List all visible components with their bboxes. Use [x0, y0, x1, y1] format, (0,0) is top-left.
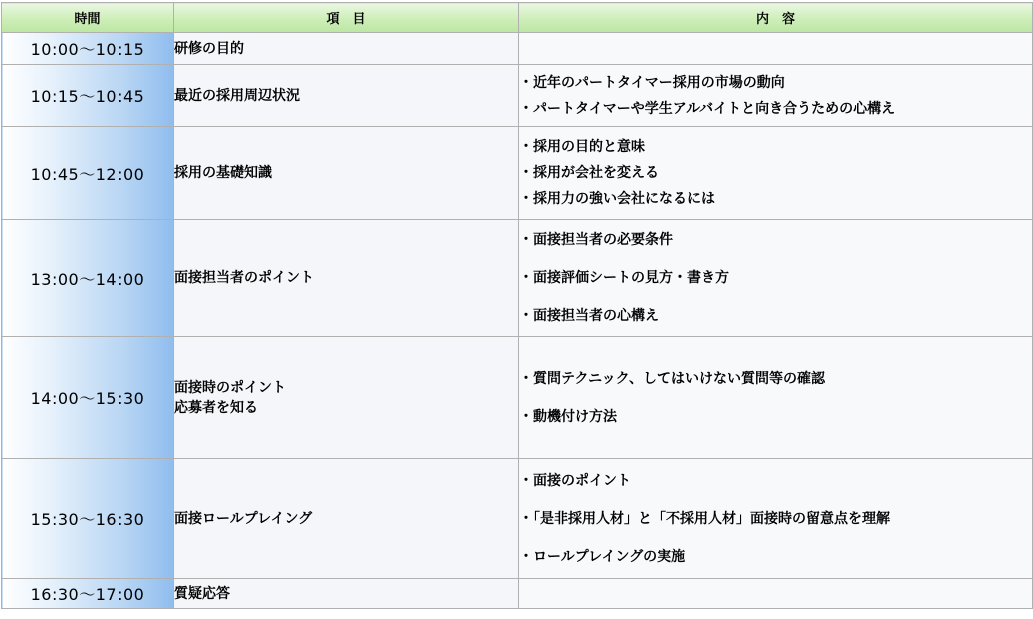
header-content: 内 容: [519, 3, 1033, 33]
content-bullet: ・面接評価シートの見方・書き方: [519, 270, 729, 286]
content-bullet: ・質問テクニック、してはいけない質問等の確認: [519, 370, 826, 387]
table-row: [2, 65, 1033, 127]
time-cell: 16:30～17:00: [2, 579, 174, 609]
time-cell: 13:00～14:00: [2, 220, 174, 337]
content-cell: [519, 579, 1033, 609]
schedule-table: [1, 2, 1033, 609]
content-cell: [519, 33, 1033, 65]
content-bullet: ・「是非採用人材」と「不採用人材」面接時の留意点を理解: [519, 510, 890, 527]
content-bullet: ・パートタイマーや学生アルバイトと向き合うための心構え: [519, 100, 896, 117]
table-row: [2, 127, 1033, 220]
content-cell: [519, 127, 1033, 220]
content-cell: [519, 337, 1033, 459]
content-bullet: ・採用力の強い会社になるには: [519, 191, 715, 207]
item-cell: [174, 33, 519, 65]
table-row: [2, 579, 1033, 609]
content-cell: [519, 459, 1033, 579]
table-row: [2, 459, 1033, 579]
content-bullet: ・面接のポイント: [519, 472, 631, 489]
header-item: 項 目: [174, 3, 519, 33]
item-line: 面接ロールプレイング: [174, 510, 313, 527]
time-cell: 10:45～12:00: [2, 127, 174, 220]
item-line: 最近の採用周辺状況: [174, 87, 300, 104]
content-cell: [519, 220, 1033, 337]
item-cell: [174, 337, 519, 459]
content-bullet: ・近年のパートタイマー採用の市場の動向: [519, 74, 785, 91]
item-cell: [174, 220, 519, 337]
item-cell: [174, 459, 519, 579]
item-line: 研修の目的: [174, 40, 244, 57]
time-cell: 10:15～10:45: [2, 65, 174, 127]
table-row: [2, 220, 1033, 337]
item-line: 面接時のポイント: [174, 379, 286, 396]
header-row: [2, 3, 1033, 33]
item-line: 採用の基礎知識: [174, 165, 272, 181]
table-row: [2, 337, 1033, 459]
content-bullet: ・採用が会社を変える: [519, 165, 659, 181]
time-cell: 14:00～15:30: [2, 337, 174, 459]
item-line: 質疑応答: [174, 585, 230, 602]
content-bullet: ・面接担当者の必要条件: [519, 232, 673, 248]
time-cell: 10:00～10:15: [2, 33, 174, 65]
content-cell: [519, 65, 1033, 127]
time-cell: 15:30～16:30: [2, 459, 174, 579]
table-row: [2, 33, 1033, 65]
header-time: 時間: [2, 3, 174, 33]
item-line: 応募者を知る: [174, 399, 258, 416]
content-bullet: ・採用の目的と意味: [519, 139, 645, 155]
content-bullet: ・面接担当者の心構え: [519, 308, 659, 324]
item-cell: [174, 127, 519, 220]
item-cell: [174, 579, 519, 609]
item-line: 面接担当者のポイント: [174, 270, 314, 286]
content-bullet: ・ロールプレイングの実施: [519, 548, 686, 565]
content-bullet: ・動機付け方法: [519, 408, 617, 425]
item-cell: [174, 65, 519, 127]
